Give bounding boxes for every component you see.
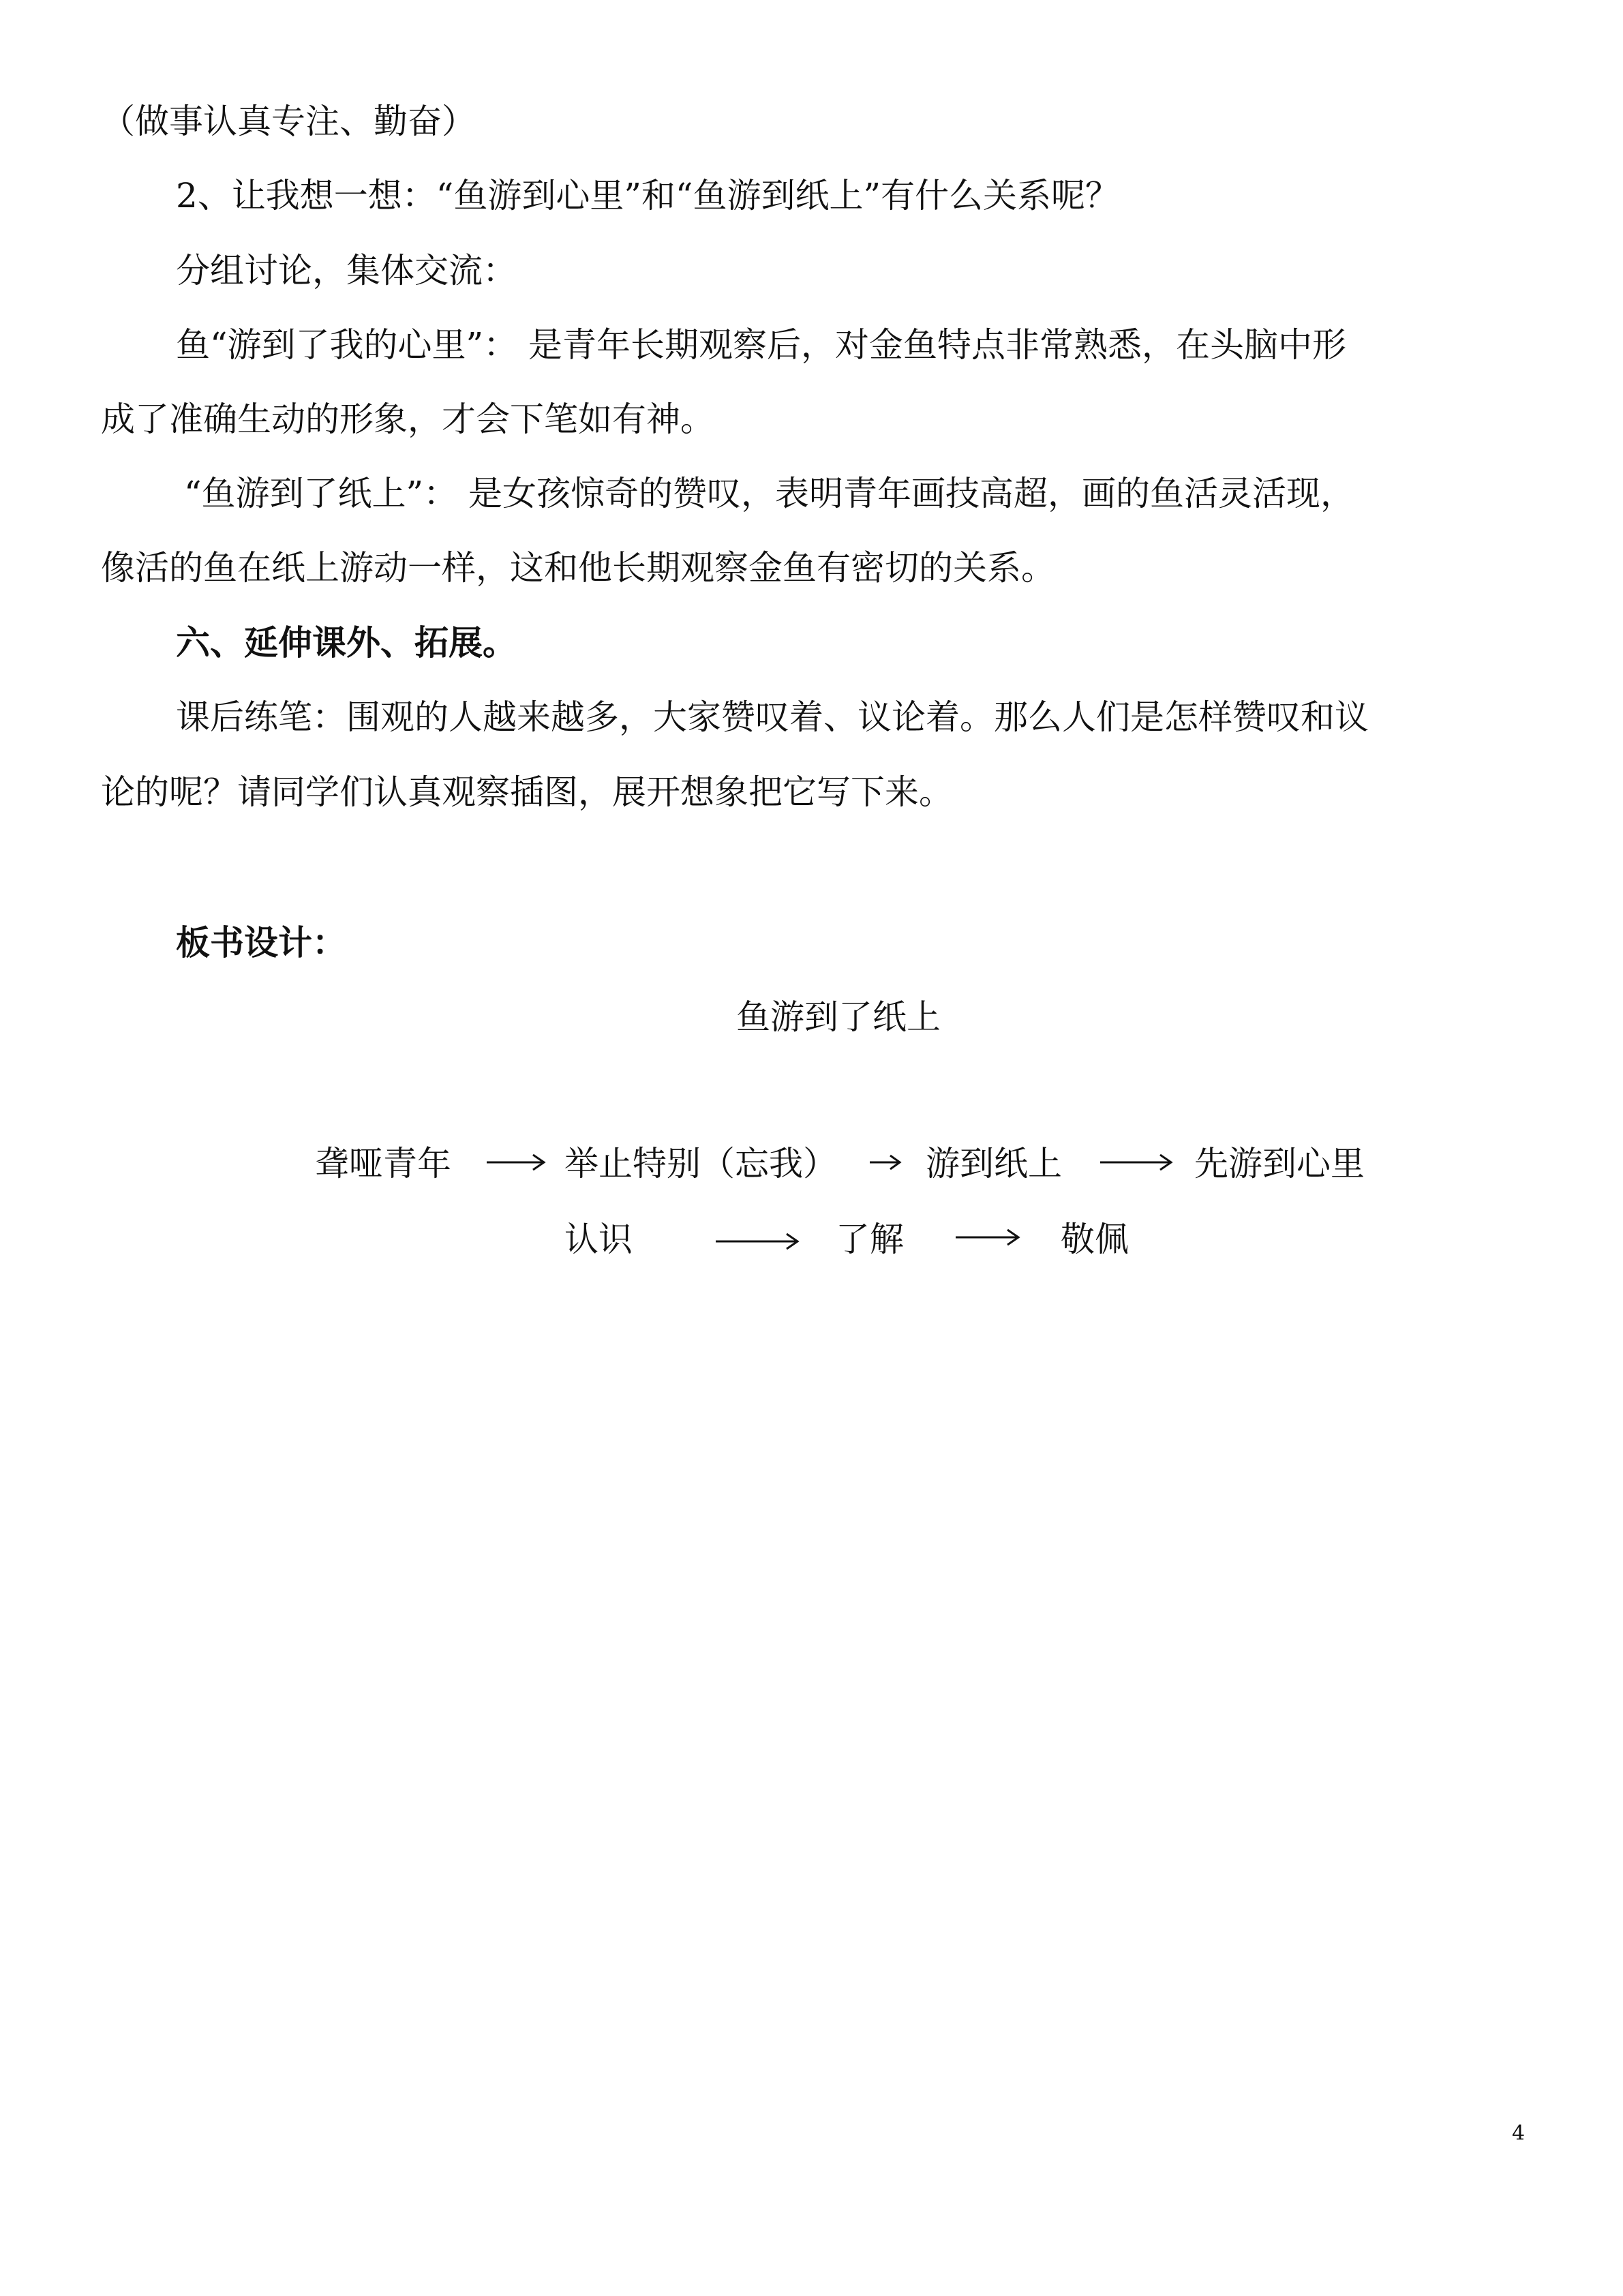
- paragraph-line: 成了准确生动的形象，才会下笔如有神。: [101, 399, 714, 439]
- paragraph-line: 2、让我想一想：“鱼游到心里”和“鱼游到纸上”有什么关系呢？: [176, 176, 1120, 215]
- flow-step: 认识: [564, 1220, 633, 1259]
- arrow-right-icon: [714, 1231, 800, 1252]
- flow-step: 聋哑青年: [315, 1144, 451, 1183]
- flow-step: 先游到心里: [1194, 1144, 1365, 1183]
- arrow-right-icon: [485, 1152, 547, 1173]
- flow-step: 了解: [836, 1220, 904, 1259]
- flow-step: 游到纸上: [926, 1144, 1062, 1183]
- paragraph-line: 论的呢？请同学们认真观察插图，展开想象把它写下来。: [101, 772, 953, 812]
- flow-step: 举止特别（忘我）: [564, 1144, 837, 1183]
- board-design-label: 板书设计：: [176, 922, 346, 963]
- section-heading: 六、延伸课外、拓展。: [176, 622, 517, 663]
- paragraph-line: “鱼游到了纸上”： 是女孩惊奇的赞叹，表明青年画技高超，画的鱼活灵活现，: [184, 474, 1355, 513]
- page-number: 4: [1512, 2121, 1526, 2145]
- arrow-right-icon: [1099, 1152, 1174, 1173]
- paragraph-line: 像活的鱼在纸上游动一样，这和他长期观察金鱼有密切的关系。: [101, 548, 1055, 588]
- paragraph-line: 分组讨论，集体交流：: [176, 251, 517, 290]
- arrow-right-icon: [868, 1152, 902, 1173]
- paragraph-line: 鱼“游到了我的心里”： 是青年长期观察后，对金鱼特点非常熟悉，在头脑中形: [176, 325, 1347, 365]
- paragraph-line: 课后练笔：围观的人越来越多，大家赞叹着、议论着。那么人们是怎样赞叹和议: [176, 697, 1369, 737]
- flow-step: 敬佩: [1061, 1220, 1129, 1259]
- paragraph-line: （做事认真专注、勤奋）: [101, 102, 476, 141]
- board-design-title: 鱼游到了纸上: [736, 997, 941, 1037]
- arrow-right-icon: [954, 1227, 1021, 1248]
